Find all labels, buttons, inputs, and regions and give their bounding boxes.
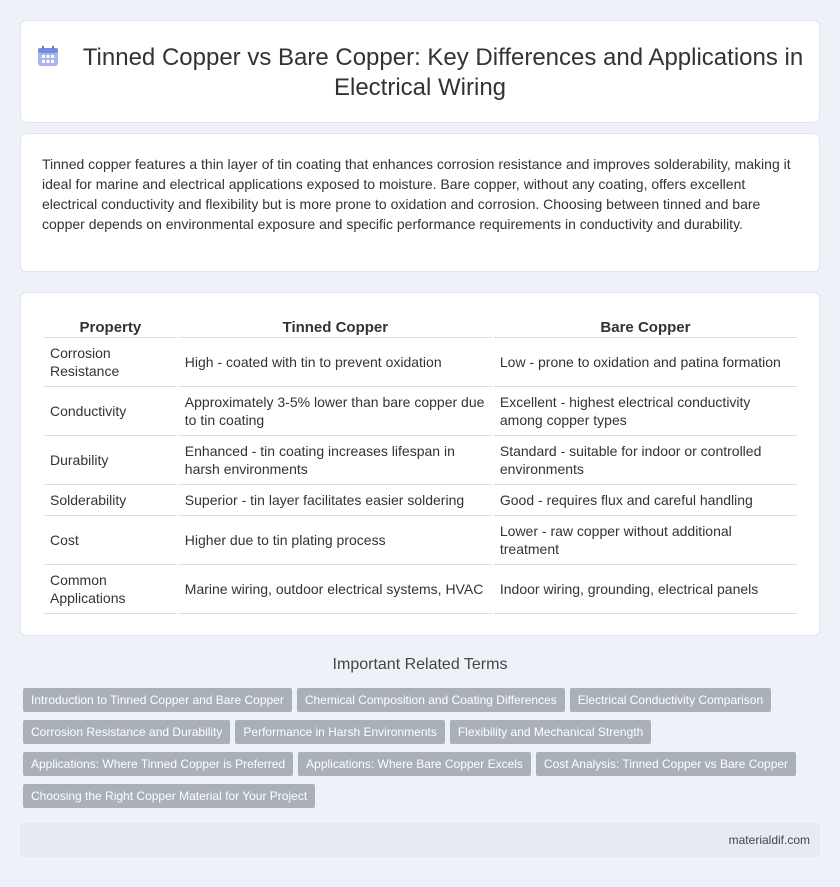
property-cell: Common Applications bbox=[44, 565, 177, 614]
property-cell: Durability bbox=[44, 436, 177, 485]
page-title-wrap bbox=[21, 43, 819, 103]
bare-copper-cell: Standard - suitable for indoor or controlled environments bbox=[494, 436, 797, 485]
related-terms-heading: Important Related Terms bbox=[332, 656, 508, 673]
related-term-tag[interactable]: Cost Analysis: Tinned Copper vs Bare Copper bbox=[536, 752, 796, 776]
bare-copper-cell: Good - requires flux and careful handling bbox=[494, 485, 797, 516]
related-term-tag[interactable]: Performance in Harsh Environments bbox=[235, 720, 444, 744]
related-term-tag[interactable]: Applications: Where Tinned Copper is Preferred bbox=[23, 752, 293, 776]
tinned-copper-cell: Marine wiring, outdoor electrical systems, HVAC bbox=[179, 565, 492, 614]
related-term-tag[interactable]: Corrosion Resistance and Durability bbox=[23, 720, 230, 744]
related-term-tag[interactable]: Flexibility and Mechanical Strength bbox=[450, 720, 651, 744]
table-row bbox=[44, 485, 797, 516]
footer bbox=[20, 823, 820, 857]
page-title: Tinned Copper vs Bare Copper: Key Differences and Applications in Electrical Wiring bbox=[82, 44, 804, 101]
header-tinned-copper: Tinned Copper bbox=[179, 314, 492, 338]
table-row bbox=[44, 516, 797, 565]
related-term-tag[interactable]: Choosing the Right Copper Material for Your Project bbox=[23, 784, 315, 808]
bare-copper-cell: Lower - raw copper without additional treatment bbox=[494, 516, 797, 565]
footer-site-link[interactable]: materialdif.com bbox=[728, 833, 810, 847]
comparison-table-card bbox=[20, 292, 820, 636]
tinned-copper-cell: Superior - tin layer facilitates easier soldering bbox=[179, 485, 492, 516]
table-row bbox=[44, 387, 797, 436]
tinned-copper-cell: Approximately 3-5% lower than bare copper due to tin coating bbox=[179, 387, 492, 436]
table-row bbox=[44, 565, 797, 614]
header-bare-copper: Bare Copper bbox=[494, 314, 797, 338]
header-property: Property bbox=[44, 314, 177, 338]
property-cell: Conductivity bbox=[44, 387, 177, 436]
property-cell: Cost bbox=[44, 516, 177, 565]
table-header-row bbox=[44, 314, 797, 338]
property-cell: Solderability bbox=[44, 485, 177, 516]
related-term-tag[interactable]: Applications: Where Bare Copper Excels bbox=[298, 752, 531, 776]
table-row bbox=[44, 436, 797, 485]
related-term-tag[interactable]: Electrical Conductivity Comparison bbox=[570, 688, 771, 712]
intro-card bbox=[20, 133, 820, 272]
comparison-table bbox=[42, 314, 799, 614]
bare-copper-cell: Excellent - highest electrical conductivity among copper types bbox=[494, 387, 797, 436]
bare-copper-cell: Low - prone to oxidation and patina formation bbox=[494, 338, 797, 387]
intro-paragraph: Tinned copper features a thin layer of tin coating that enhances corrosion resistance and improves solderability, making it ideal for marine and electrical applications exposed to moisture. Bare copper, without any coating, offers excellent electrical conductivity and flexibility but is more prone to oxidation and corrosion. Choosing between tinned and bare copper depends on environmental exposure and specific performance requirements in conductivity and durability. bbox=[42, 156, 791, 232]
tinned-copper-cell: High - coated with tin to prevent oxidation bbox=[179, 338, 492, 387]
tinned-copper-cell: Enhanced - tin coating increases lifespan in harsh environments bbox=[179, 436, 492, 485]
property-cell: Corrosion Resistance bbox=[44, 338, 177, 387]
calendar-icon bbox=[37, 45, 59, 67]
tinned-copper-cell: Higher due to tin plating process bbox=[179, 516, 492, 565]
title-card bbox=[20, 20, 820, 123]
related-term-tag[interactable]: Introduction to Tinned Copper and Bare Copper bbox=[23, 688, 292, 712]
related-term-tag[interactable]: Chemical Composition and Coating Differences bbox=[297, 688, 565, 712]
table-row bbox=[44, 338, 797, 387]
bare-copper-cell: Indoor wiring, grounding, electrical panels bbox=[494, 565, 797, 614]
related-terms-list bbox=[23, 688, 803, 816]
